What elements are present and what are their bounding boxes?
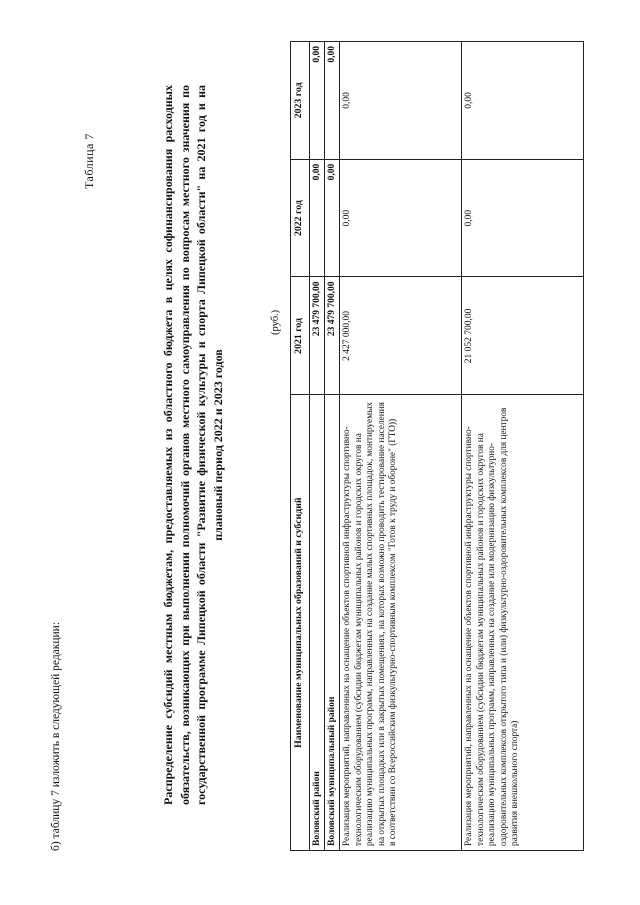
row-2022: 0,00 <box>325 159 340 277</box>
row-2023: 0,00 <box>340 42 462 160</box>
row-2021: 2 427 000,00 <box>340 277 462 395</box>
row-2022: 0,00 <box>462 159 584 277</box>
table-header-row <box>291 42 310 851</box>
row-2023: 0,00 <box>310 42 325 160</box>
table-row <box>310 42 325 851</box>
table-number: Таблица 7 <box>82 133 96 189</box>
row-2023: 0,00 <box>325 42 340 160</box>
row-2022: 0,00 <box>340 159 462 277</box>
row-name: Воловский район <box>310 395 325 851</box>
header-name: Наименование муниципальных образований и субсидий <box>291 395 310 851</box>
table-heading: Распределение субсидий местным бюджетам, предоставляемых из областного бюджета в целях софинансирования расходных обязательств, возникающих при выполнении полномочий органов местного самоуправления по вопросам местного значения по государственной программе Липецкой области "Развитие физической культуры и спорта Липецкой области" на 2021 год и на плановый период 2022 и 2023 годов <box>161 85 225 805</box>
row-name: Реализация мероприятий, направленных на оснащение объектов спортивной инфраструктуры спортивно-технологическим оборудованием (субсидии бюджетам муниципальных районов и городских округов на реализацию муниципальных программ, направленных на создание малых спортивных площадок, монтируемых на открытых площадках или в закрытых помещениях, на которых возможно проводить тестирование населения в соответствии со Всероссийским физкультурно-спортивным комплексом "Готов к труду и обороне" (ГТО)) <box>340 395 462 851</box>
table-row <box>462 42 584 851</box>
row-2022: 0,00 <box>310 159 325 277</box>
header-2021: 2021 год <box>291 277 310 395</box>
header-2023: 2023 год <box>291 42 310 160</box>
row-2023: 0,00 <box>462 42 584 160</box>
row-2021: 23 479 700,00 <box>325 277 340 395</box>
intro-text: б) таблицу 7 изложить в следующей редакции: <box>50 621 62 851</box>
row-name: Реализация мероприятий, направленных на оснащение объектов спортивной инфраструктуры спортивно-технологическим оборудованием (субсидии бюджетам муниципальных районов и городских округов на реализацию муниципальных программ, направленных на создание или модернизацию физкультурно-оздоровительных комплексов открытого типа и (или) физкультурно-оздоровительных комплексов для центров развития внешкольного спорта) <box>462 395 584 851</box>
row-2021: 21 052 700,00 <box>462 277 584 395</box>
unit-label: (руб.) <box>270 309 281 335</box>
table-row <box>340 42 462 851</box>
table-row <box>325 42 340 851</box>
row-name: Воловский муниципальный район <box>325 395 340 851</box>
row-2021: 23 479 700,00 <box>310 277 325 395</box>
header-2022: 2022 год <box>291 159 310 277</box>
subsidy-table <box>290 41 584 851</box>
